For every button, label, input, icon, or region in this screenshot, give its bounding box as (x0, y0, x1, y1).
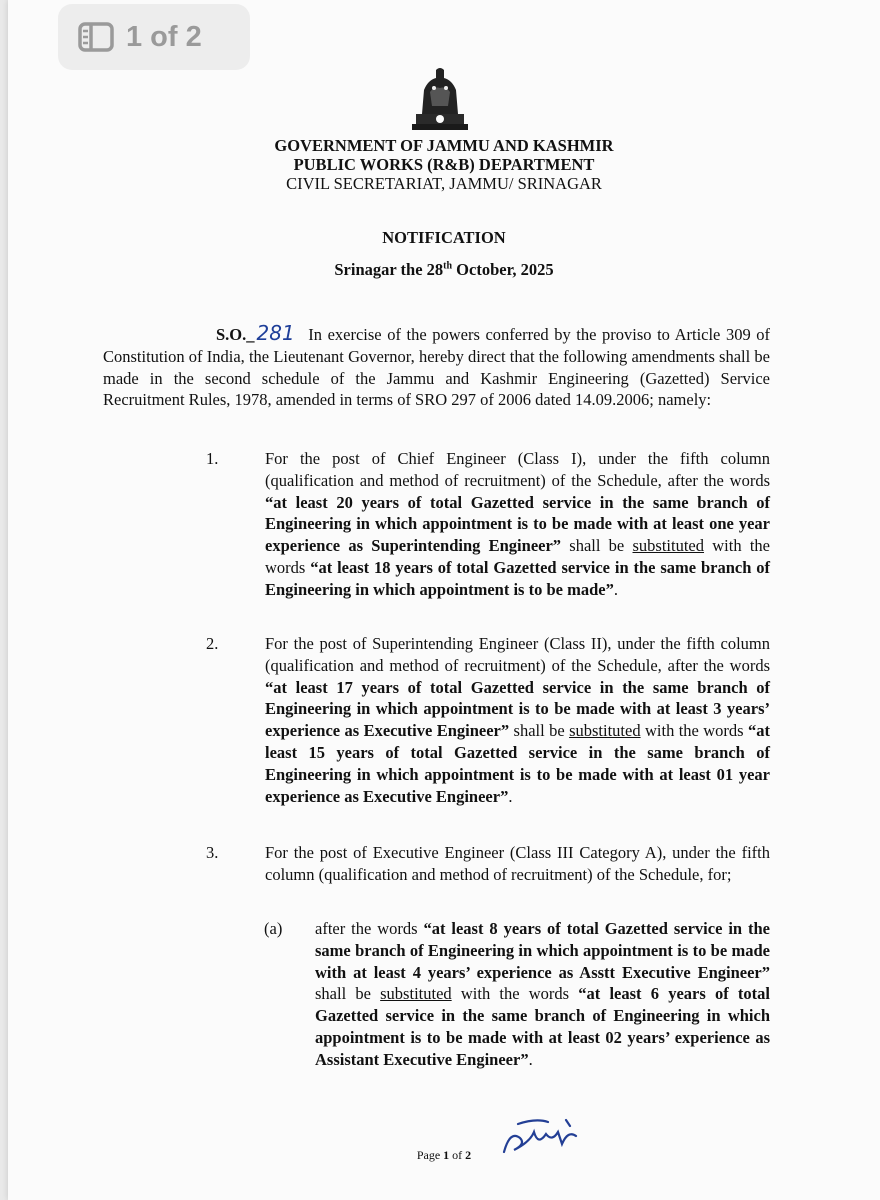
amendment-subitem-a: (a) after the words “at least 8 years of total Gazetted service in the same branch of Engineering in which appointment is to be made with at least 4 years’ experience as Asstt Executive Engineer” shall be substituted with the words “at least 6 years of total Gazetted service in the same branch of Engineering in which appointment is to be made with at least 02 years’ experience as Assistant Executive Engineer”. (264, 919, 770, 1069)
amendment-item-1: 1. For the post of Chief Engineer (Class I), under the fifth column (qualification and method of recruitment) of the Schedule, after the words “at least 20 years of total Gazetted service in the same branch of Engineering in which appointment is to be made with at least one year experience as Superintending Engineer” shall be substituted with the words “at least 18 years of total Gazetted service in the same branch of Engineering in which appointment is to be made”. (206, 449, 770, 599)
letterhead-department: PUBLIC WORKS (R&B) DEPARTMENT (293, 155, 595, 174)
letterhead-address: CIVIL SECRETARIAT, JAMMU/ SRINAGAR (286, 174, 602, 193)
notification-date: Srinagar the 28th October, 2025 (334, 260, 554, 279)
order-label: S.O._ (216, 325, 255, 344)
order-intro: S.O._ 281 In exercise of the powers conferred by the proviso to Article 309 of Constitution of India, the Lieutenant Governor, hereby direct that the following amendments shall be made in the second schedule of the Jammu and Kashmir Engineering (Gazetted) Service Recruitment Rules, 1978, amended in terms of SRO 297 of 2006 dated 14.09.2006; namely: (103, 321, 771, 410)
book-pages-icon (78, 22, 114, 52)
document-page (8, 0, 880, 1200)
letterhead-government: GOVERNMENT OF JAMMU AND KASHMIR (274, 136, 614, 155)
page-footer: Page 1 of 2 (416, 1148, 472, 1162)
page-indicator-text: 1 of 2 (126, 20, 202, 53)
national-emblem-icon (412, 66, 468, 132)
page-indicator[interactable] (58, 4, 250, 70)
notification-title: NOTIFICATION (382, 228, 506, 247)
amendment-item-3: 3. For the post of Executive Engineer (Class III Category A), under the fifth column (qualification and method of recruitment) of the Schedule, for; (206, 843, 770, 884)
order-number-handwritten: 281 (256, 321, 295, 345)
letterhead (8, 136, 880, 193)
amendment-item-2: 2. For the post of Superintending Engineer (Class II), under the fifth column (qualification and method of recruitment) of the Schedule, after the words “at least 17 years of total Gazetted service in the same branch of Engineering in which appointment is to be made with at least 3 years’ experience as Executive Engineer” shall be substituted with the words “at least 15 years of total Gazetted service in the same branch of Engineering in which appointment is to be made with at least 01 year experience as Executive Engineer”. (206, 634, 770, 806)
